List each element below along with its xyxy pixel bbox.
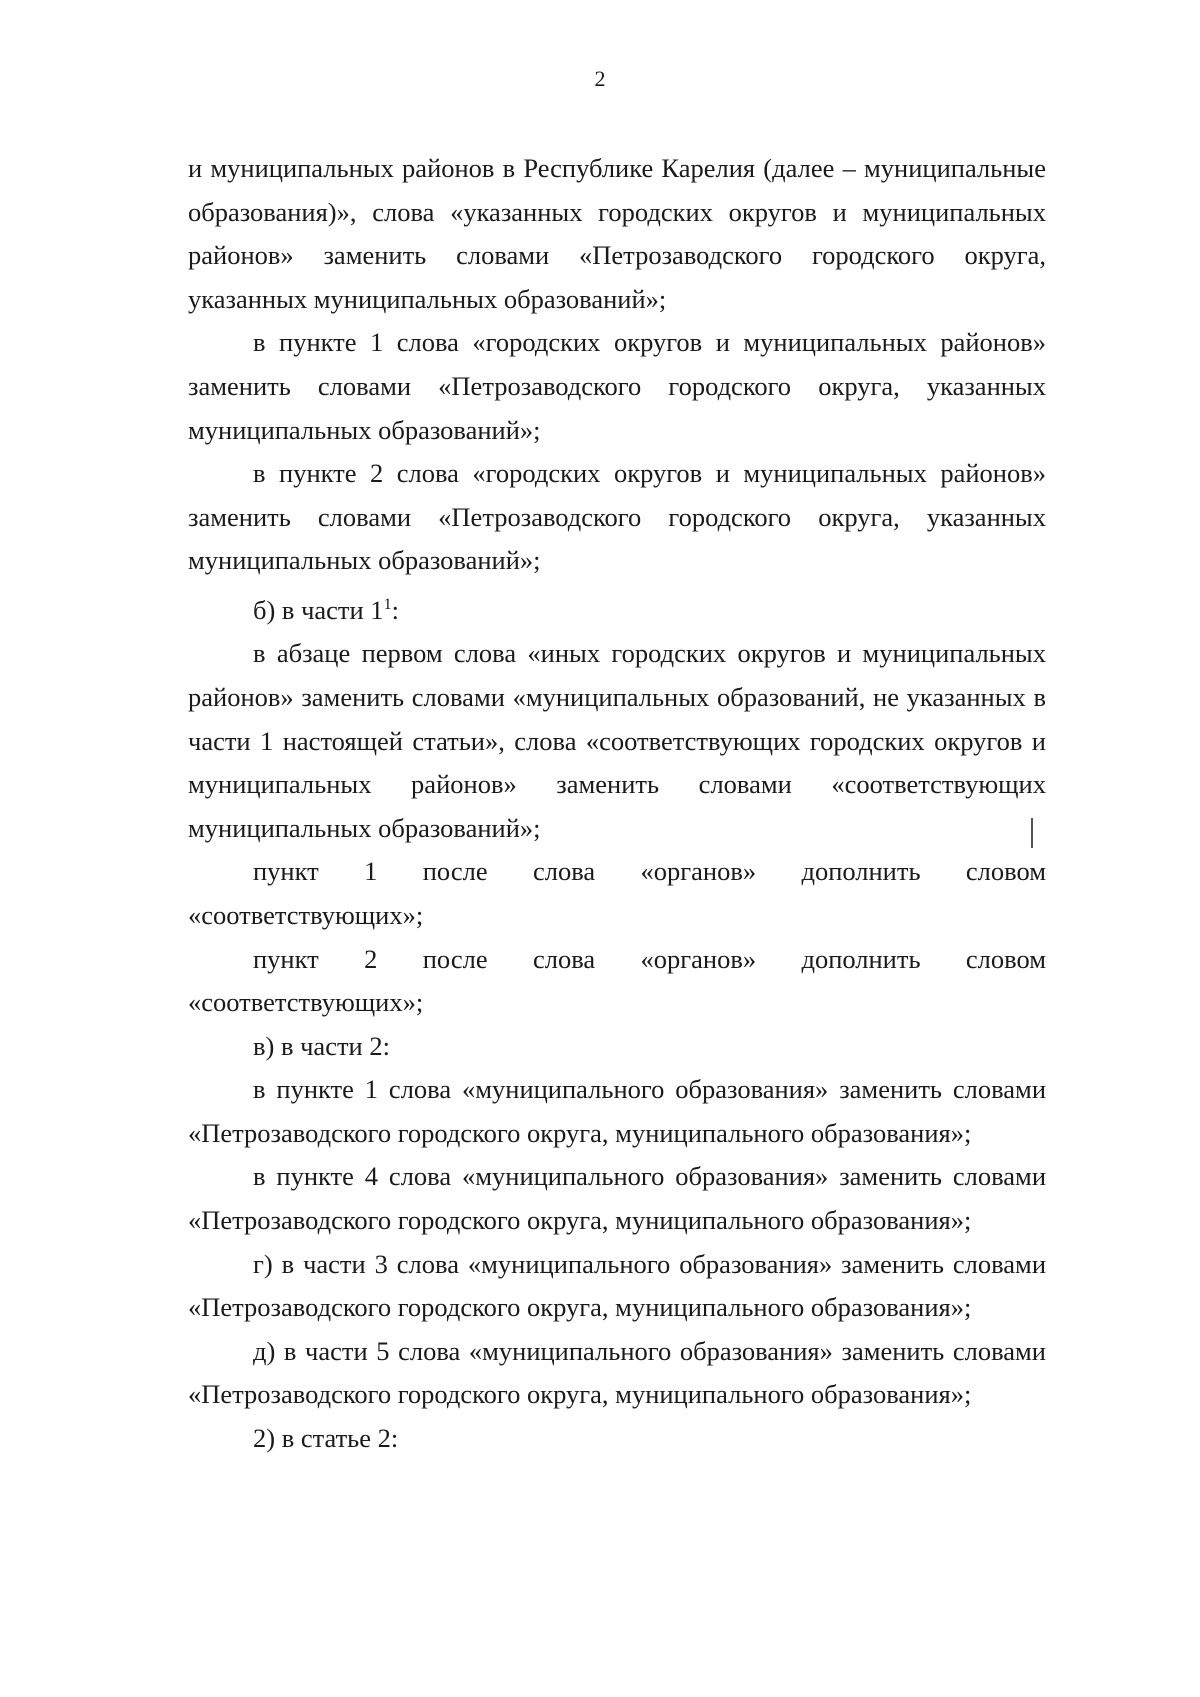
paragraph-4-text: б) в части 1 xyxy=(253,594,384,625)
paragraph-5: в абзаце первом слова «иных городских округов и муниципальных районов» заменить словами «муниципальных образований, не указанных в части 1 настоящей статьи», слова «соответствующих городских округов и муниципальных районов» заменить словами «соответствующих муниципальных образований»; xyxy=(188,638,1046,843)
page-number: 2 xyxy=(594,66,606,91)
paragraph-10: в пункте 4 слова «муниципального образования» заменить словами «Петрозаводского городского округа, муниципального образования»; xyxy=(188,1161,1046,1236)
paragraph-8: в) в части 2: xyxy=(253,1030,390,1061)
document-body xyxy=(188,147,1046,1461)
superscript-index: 1 xyxy=(383,595,392,613)
paragraph-11: г) в части 3 слова «муниципального образования» заменить словами «Петрозаводского городского округа, муниципального образования»; xyxy=(188,1248,1046,1323)
paragraph-6: пункт 1 после слова «органов» дополнить словом «соответствующих»; xyxy=(188,856,1046,930)
paragraph-12: д) в части 5 слова «муниципального образования» заменить словами «Петрозаводского городского округа, муниципального образования»; xyxy=(188,1335,1046,1410)
paragraph-13: 2) в статье 2: xyxy=(253,1423,399,1454)
paragraph-4-tail: : xyxy=(391,594,399,625)
paragraph-2: в пункте 1 слова «городских округов и муниципальных районов» заменить словами «Петрозаводского городского округа, указанных муниципальных образований»; xyxy=(188,327,1046,445)
paragraph-7: пункт 2 после слова «органов» дополнить словом «соответствующих»; xyxy=(188,943,1046,1018)
paragraph-9: в пункте 1 слова «муниципального образования» заменить словами «Петрозаводского городского округа, муниципального образования»; xyxy=(188,1074,1046,1148)
scan-artifact-mark xyxy=(1031,818,1033,848)
paragraph-3: в пункте 2 слова «городских округов и муниципальных районов» заменить словами «Петрозаводского городского округа, указанных муниципальных образований»; xyxy=(188,458,1046,576)
paragraph-1: и муниципальных районов в Республике Карелия (далее – муниципальные образования)», слова «указанных городских округов и муниципальных районов» заменить словами «Петрозаводского городского округа, указанных муниципальных образований»; xyxy=(188,153,1046,314)
paragraph-4 xyxy=(188,583,1046,632)
